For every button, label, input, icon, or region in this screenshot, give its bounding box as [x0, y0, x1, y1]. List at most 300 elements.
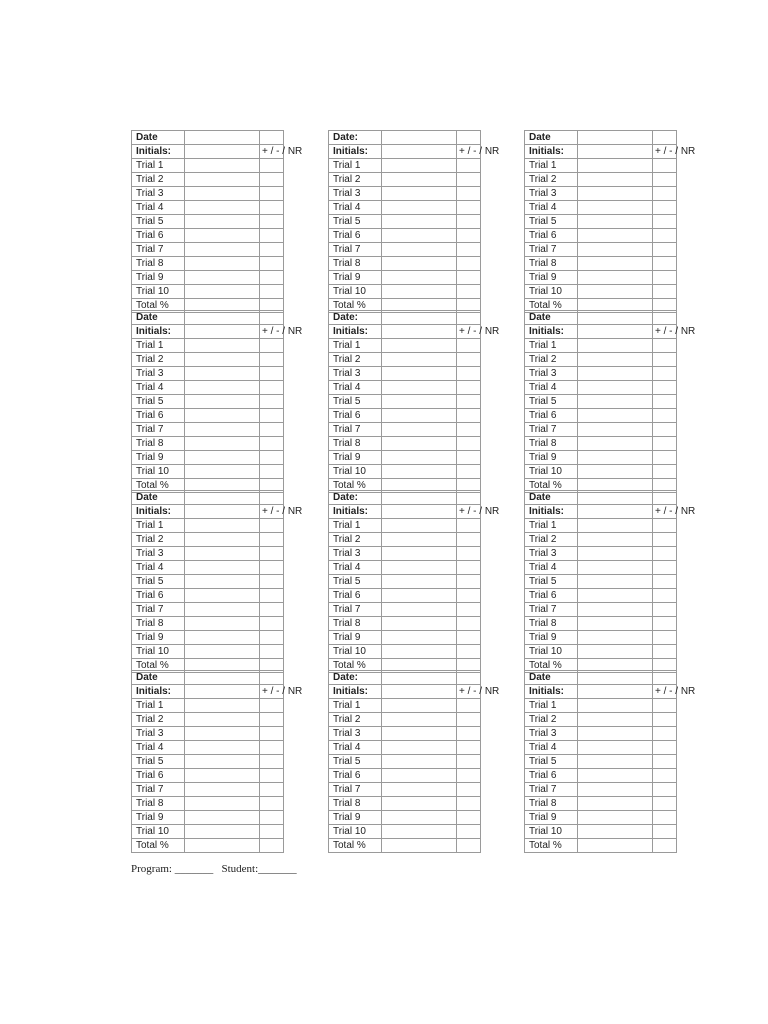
entry-cell[interactable]	[382, 325, 457, 339]
score-cell[interactable]	[457, 271, 481, 285]
entry-cell[interactable]	[185, 229, 260, 243]
entry-cell[interactable]	[185, 561, 260, 575]
score-cell[interactable]	[457, 699, 481, 713]
score-cell[interactable]	[653, 215, 677, 229]
entry-cell[interactable]	[382, 159, 457, 173]
score-cell[interactable]	[260, 755, 284, 769]
trial-label: Trial 6	[329, 769, 382, 783]
entry-cell[interactable]	[578, 339, 653, 353]
entry-cell[interactable]	[578, 325, 653, 339]
entry-cell[interactable]	[185, 201, 260, 215]
entry-cell[interactable]	[578, 215, 653, 229]
score-cell[interactable]	[260, 285, 284, 299]
entry-cell[interactable]	[578, 505, 653, 519]
entry-cell[interactable]	[382, 603, 457, 617]
entry-cell[interactable]	[382, 409, 457, 423]
entry-cell[interactable]	[382, 423, 457, 437]
entry-cell[interactable]	[185, 311, 260, 325]
score-cell[interactable]	[457, 367, 481, 381]
trial-label: Trial 9	[132, 811, 185, 825]
entry-cell[interactable]	[578, 159, 653, 173]
entry-cell[interactable]	[382, 201, 457, 215]
entry-cell[interactable]	[578, 311, 653, 325]
score-cell[interactable]	[653, 617, 677, 631]
score-cell[interactable]	[653, 173, 677, 187]
entry-cell[interactable]	[578, 797, 653, 811]
score-cell[interactable]	[260, 465, 284, 479]
score-cell[interactable]	[260, 671, 284, 685]
table-row	[329, 451, 481, 465]
score-cell[interactable]	[653, 159, 677, 173]
score-cell[interactable]	[260, 395, 284, 409]
score-cell[interactable]	[653, 547, 677, 561]
entry-cell[interactable]	[382, 561, 457, 575]
score-cell[interactable]	[457, 381, 481, 395]
score-cell[interactable]	[653, 825, 677, 839]
score-cell[interactable]	[457, 353, 481, 367]
score-cell[interactable]	[653, 229, 677, 243]
entry-cell[interactable]	[185, 325, 260, 339]
entry-cell[interactable]	[382, 339, 457, 353]
entry-cell[interactable]	[185, 215, 260, 229]
entry-cell[interactable]	[382, 825, 457, 839]
score-cell[interactable]	[653, 589, 677, 603]
entry-cell[interactable]	[578, 547, 653, 561]
entry-cell[interactable]	[382, 519, 457, 533]
score-cell[interactable]	[260, 769, 284, 783]
score-cell[interactable]	[260, 201, 284, 215]
score-cell[interactable]	[260, 271, 284, 285]
score-cell[interactable]	[653, 783, 677, 797]
entry-cell[interactable]	[578, 173, 653, 187]
entry-cell[interactable]	[185, 423, 260, 437]
entry-cell[interactable]	[185, 437, 260, 451]
entry-cell[interactable]	[382, 257, 457, 271]
score-cell[interactable]	[260, 215, 284, 229]
score-cell[interactable]	[653, 755, 677, 769]
entry-cell[interactable]	[578, 423, 653, 437]
score-cell[interactable]	[457, 561, 481, 575]
score-cell[interactable]	[457, 671, 481, 685]
score-cell[interactable]	[260, 367, 284, 381]
score-cell[interactable]	[653, 727, 677, 741]
score-cell[interactable]	[457, 437, 481, 451]
entry-cell[interactable]	[578, 561, 653, 575]
score-cell[interactable]	[457, 519, 481, 533]
entry-cell[interactable]	[185, 755, 260, 769]
score-cell[interactable]	[457, 783, 481, 797]
entry-cell[interactable]	[382, 505, 457, 519]
entry-cell[interactable]	[382, 671, 457, 685]
entry-cell[interactable]	[578, 741, 653, 755]
score-cell[interactable]	[260, 645, 284, 659]
entry-cell[interactable]	[382, 367, 457, 381]
entry-cell[interactable]	[185, 631, 260, 645]
entry-cell[interactable]	[578, 589, 653, 603]
entry-cell[interactable]	[578, 409, 653, 423]
score-cell[interactable]	[457, 617, 481, 631]
score-cell[interactable]	[653, 381, 677, 395]
entry-cell[interactable]	[578, 243, 653, 257]
score-cell[interactable]	[260, 575, 284, 589]
score-cell[interactable]	[653, 187, 677, 201]
score-cell[interactable]	[457, 603, 481, 617]
score-cell[interactable]	[260, 353, 284, 367]
entry-cell[interactable]	[578, 533, 653, 547]
entry-cell[interactable]	[382, 131, 457, 145]
entry-cell[interactable]	[382, 353, 457, 367]
score-cell[interactable]	[653, 285, 677, 299]
score-cell[interactable]	[653, 713, 677, 727]
entry-cell[interactable]	[382, 145, 457, 159]
entry-cell[interactable]	[578, 631, 653, 645]
entry-cell[interactable]	[382, 229, 457, 243]
entry-cell[interactable]	[185, 353, 260, 367]
entry-cell[interactable]	[185, 505, 260, 519]
score-cell[interactable]	[653, 339, 677, 353]
entry-cell[interactable]	[185, 783, 260, 797]
entry-cell[interactable]	[578, 755, 653, 769]
entry-cell[interactable]	[578, 201, 653, 215]
table-row	[132, 257, 284, 271]
entry-cell[interactable]	[382, 769, 457, 783]
score-cell[interactable]	[653, 257, 677, 271]
entry-cell[interactable]	[578, 257, 653, 271]
score-cell[interactable]	[260, 409, 284, 423]
score-cell[interactable]	[653, 491, 677, 505]
entry-cell[interactable]	[382, 839, 457, 853]
entry-cell[interactable]	[578, 465, 653, 479]
entry-cell[interactable]	[185, 451, 260, 465]
entry-cell[interactable]	[578, 713, 653, 727]
score-cell[interactable]	[653, 353, 677, 367]
trial-label: Trial 6	[132, 589, 185, 603]
score-cell[interactable]	[260, 311, 284, 325]
score-cell[interactable]	[457, 631, 481, 645]
score-cell[interactable]	[260, 699, 284, 713]
entry-cell[interactable]	[185, 671, 260, 685]
score-cell[interactable]	[260, 257, 284, 271]
entry-cell[interactable]	[578, 519, 653, 533]
entry-cell[interactable]	[185, 727, 260, 741]
entry-cell[interactable]	[578, 645, 653, 659]
entry-cell[interactable]	[382, 451, 457, 465]
score-cell[interactable]	[457, 159, 481, 173]
score-cell[interactable]	[260, 603, 284, 617]
entry-cell[interactable]	[578, 699, 653, 713]
trial-label: Trial 6	[525, 589, 578, 603]
score-cell[interactable]	[653, 271, 677, 285]
score-cell[interactable]	[260, 243, 284, 257]
score-cell[interactable]	[260, 339, 284, 353]
entry-cell[interactable]	[185, 575, 260, 589]
entry-cell[interactable]	[578, 187, 653, 201]
entry-cell[interactable]	[578, 727, 653, 741]
entry-cell[interactable]	[382, 617, 457, 631]
score-cell[interactable]	[653, 631, 677, 645]
entry-cell[interactable]	[578, 491, 653, 505]
score-cell[interactable]	[653, 699, 677, 713]
entry-cell[interactable]	[382, 547, 457, 561]
score-cell[interactable]	[260, 131, 284, 145]
entry-cell[interactable]	[382, 437, 457, 451]
score-cell[interactable]	[260, 451, 284, 465]
score-cell[interactable]	[653, 451, 677, 465]
entry-cell[interactable]	[185, 603, 260, 617]
entry-cell[interactable]	[382, 243, 457, 257]
entry-cell[interactable]	[578, 451, 653, 465]
score-cell[interactable]	[457, 797, 481, 811]
entry-cell[interactable]	[578, 367, 653, 381]
entry-cell[interactable]	[185, 131, 260, 145]
entry-cell[interactable]	[578, 839, 653, 853]
table-row	[132, 423, 284, 437]
entry-cell[interactable]	[382, 173, 457, 187]
table-row	[329, 519, 481, 533]
score-cell[interactable]	[457, 395, 481, 409]
entry-cell[interactable]	[382, 797, 457, 811]
entry-cell[interactable]	[185, 519, 260, 533]
score-cell[interactable]	[653, 131, 677, 145]
score-cell[interactable]	[260, 825, 284, 839]
score-cell[interactable]	[260, 491, 284, 505]
score-cell[interactable]	[457, 727, 481, 741]
entry-cell[interactable]	[185, 645, 260, 659]
score-cell[interactable]	[457, 173, 481, 187]
score-cell[interactable]	[653, 311, 677, 325]
entry-cell[interactable]	[578, 783, 653, 797]
score-cell[interactable]	[653, 423, 677, 437]
table-row	[329, 285, 481, 299]
entry-cell[interactable]	[382, 491, 457, 505]
entry-cell[interactable]	[382, 713, 457, 727]
entry-cell[interactable]	[382, 271, 457, 285]
entry-cell[interactable]	[578, 617, 653, 631]
entry-cell[interactable]	[578, 825, 653, 839]
entry-cell[interactable]	[382, 285, 457, 299]
entry-cell[interactable]	[382, 311, 457, 325]
score-cell[interactable]	[260, 741, 284, 755]
score-cell[interactable]	[653, 645, 677, 659]
score-cell[interactable]	[457, 131, 481, 145]
score-cell[interactable]	[653, 201, 677, 215]
score-cell[interactable]	[457, 285, 481, 299]
entry-cell[interactable]	[185, 741, 260, 755]
score-cell[interactable]	[260, 631, 284, 645]
entry-cell[interactable]	[185, 617, 260, 631]
score-cell[interactable]	[260, 783, 284, 797]
score-cell[interactable]	[260, 173, 284, 187]
score-cell[interactable]	[260, 589, 284, 603]
score-cell[interactable]	[457, 645, 481, 659]
score-cell[interactable]	[653, 465, 677, 479]
score-cell[interactable]	[457, 769, 481, 783]
score-cell[interactable]	[457, 215, 481, 229]
entry-cell[interactable]	[382, 699, 457, 713]
score-cell[interactable]	[653, 519, 677, 533]
entry-cell[interactable]	[185, 173, 260, 187]
entry-cell[interactable]	[382, 589, 457, 603]
entry-cell[interactable]	[578, 437, 653, 451]
entry-cell[interactable]	[382, 741, 457, 755]
entry-cell[interactable]	[578, 769, 653, 783]
entry-cell[interactable]	[578, 229, 653, 243]
score-cell[interactable]	[260, 797, 284, 811]
score-cell[interactable]	[457, 243, 481, 257]
entry-cell[interactable]	[185, 797, 260, 811]
score-cell[interactable]	[457, 339, 481, 353]
entry-cell[interactable]	[578, 381, 653, 395]
score-cell[interactable]	[653, 243, 677, 257]
score-cell[interactable]	[653, 839, 677, 853]
entry-cell[interactable]	[185, 839, 260, 853]
score-cell[interactable]	[653, 437, 677, 451]
score-cell[interactable]	[653, 575, 677, 589]
entry-cell[interactable]	[185, 713, 260, 727]
entry-cell[interactable]	[185, 685, 260, 699]
score-cell[interactable]	[457, 741, 481, 755]
score-cell[interactable]	[260, 159, 284, 173]
score-cell[interactable]	[260, 727, 284, 741]
score-cell[interactable]	[457, 589, 481, 603]
score-cell[interactable]	[260, 533, 284, 547]
entry-cell[interactable]	[578, 575, 653, 589]
score-cell[interactable]	[260, 547, 284, 561]
score-cell[interactable]	[260, 561, 284, 575]
score-cell[interactable]	[260, 839, 284, 853]
entry-cell[interactable]	[382, 381, 457, 395]
entry-cell[interactable]	[382, 575, 457, 589]
entry-cell[interactable]	[185, 547, 260, 561]
entry-cell[interactable]	[382, 631, 457, 645]
entry-cell[interactable]	[185, 285, 260, 299]
score-cell[interactable]	[260, 381, 284, 395]
entry-cell[interactable]	[185, 811, 260, 825]
score-cell[interactable]	[457, 811, 481, 825]
entry-cell[interactable]	[578, 145, 653, 159]
score-cell[interactable]	[260, 187, 284, 201]
trial-label: Trial 7	[132, 603, 185, 617]
table-row	[329, 825, 481, 839]
entry-cell[interactable]	[185, 825, 260, 839]
score-cell[interactable]	[653, 533, 677, 547]
score-cell[interactable]	[457, 465, 481, 479]
entry-cell[interactable]	[382, 533, 457, 547]
trial-label: Trial 10	[525, 465, 578, 479]
entry-cell[interactable]	[382, 215, 457, 229]
entry-cell[interactable]	[578, 395, 653, 409]
entry-cell[interactable]	[185, 769, 260, 783]
entry-cell[interactable]	[185, 145, 260, 159]
entry-cell[interactable]	[185, 533, 260, 547]
score-cell[interactable]	[260, 437, 284, 451]
entry-cell[interactable]	[382, 755, 457, 769]
entry-cell[interactable]	[578, 285, 653, 299]
entry-cell[interactable]	[382, 187, 457, 201]
score-cell[interactable]	[653, 769, 677, 783]
entry-cell[interactable]	[578, 353, 653, 367]
score-cell[interactable]	[457, 229, 481, 243]
score-cell[interactable]	[653, 409, 677, 423]
table-row	[329, 797, 481, 811]
entry-cell[interactable]	[185, 187, 260, 201]
score-cell[interactable]	[457, 491, 481, 505]
date-label: Date	[525, 671, 578, 685]
entry-cell[interactable]	[185, 589, 260, 603]
score-cell[interactable]	[457, 547, 481, 561]
score-cell[interactable]	[457, 451, 481, 465]
entry-cell[interactable]	[185, 271, 260, 285]
entry-cell[interactable]	[185, 491, 260, 505]
entry-cell[interactable]	[185, 395, 260, 409]
entry-cell[interactable]	[382, 783, 457, 797]
entry-cell[interactable]	[185, 699, 260, 713]
score-cell[interactable]	[653, 603, 677, 617]
entry-cell[interactable]	[382, 811, 457, 825]
trial-table	[131, 670, 303, 853]
score-cell[interactable]	[653, 797, 677, 811]
score-cell[interactable]	[457, 839, 481, 853]
score-cell[interactable]	[457, 533, 481, 547]
score-cell[interactable]	[457, 409, 481, 423]
score-cell[interactable]	[457, 713, 481, 727]
entry-cell[interactable]	[185, 367, 260, 381]
entry-cell[interactable]	[382, 685, 457, 699]
entry-cell[interactable]	[578, 811, 653, 825]
table-row	[525, 839, 677, 853]
entry-cell[interactable]	[578, 603, 653, 617]
score-cell[interactable]	[457, 311, 481, 325]
entry-cell[interactable]	[185, 409, 260, 423]
score-cell[interactable]	[457, 423, 481, 437]
entry-cell[interactable]	[382, 645, 457, 659]
score-cell[interactable]	[260, 617, 284, 631]
score-cell[interactable]	[260, 519, 284, 533]
entry-cell[interactable]	[578, 131, 653, 145]
entry-cell[interactable]	[185, 257, 260, 271]
entry-cell[interactable]	[382, 395, 457, 409]
score-cell[interactable]	[457, 825, 481, 839]
entry-cell[interactable]	[185, 465, 260, 479]
table-row	[132, 533, 284, 547]
table-row	[132, 713, 284, 727]
entry-cell[interactable]	[578, 685, 653, 699]
score-cell[interactable]	[653, 671, 677, 685]
score-cell[interactable]	[653, 561, 677, 575]
score-cell[interactable]	[653, 395, 677, 409]
score-cell[interactable]	[457, 575, 481, 589]
entry-cell[interactable]	[382, 727, 457, 741]
entry-cell[interactable]	[185, 339, 260, 353]
entry-cell[interactable]	[185, 381, 260, 395]
score-cell[interactable]	[260, 229, 284, 243]
entry-cell[interactable]	[578, 271, 653, 285]
score-cell[interactable]	[457, 257, 481, 271]
entry-cell[interactable]	[578, 671, 653, 685]
entry-cell[interactable]	[382, 465, 457, 479]
score-cell[interactable]	[457, 187, 481, 201]
score-cell[interactable]	[653, 741, 677, 755]
score-cell[interactable]	[653, 367, 677, 381]
entry-cell[interactable]	[185, 159, 260, 173]
score-cell[interactable]	[260, 713, 284, 727]
score-cell[interactable]	[457, 755, 481, 769]
score-cell[interactable]	[457, 201, 481, 215]
score-cell[interactable]	[260, 423, 284, 437]
entry-cell[interactable]	[185, 243, 260, 257]
score-cell[interactable]	[653, 811, 677, 825]
score-cell[interactable]	[260, 811, 284, 825]
